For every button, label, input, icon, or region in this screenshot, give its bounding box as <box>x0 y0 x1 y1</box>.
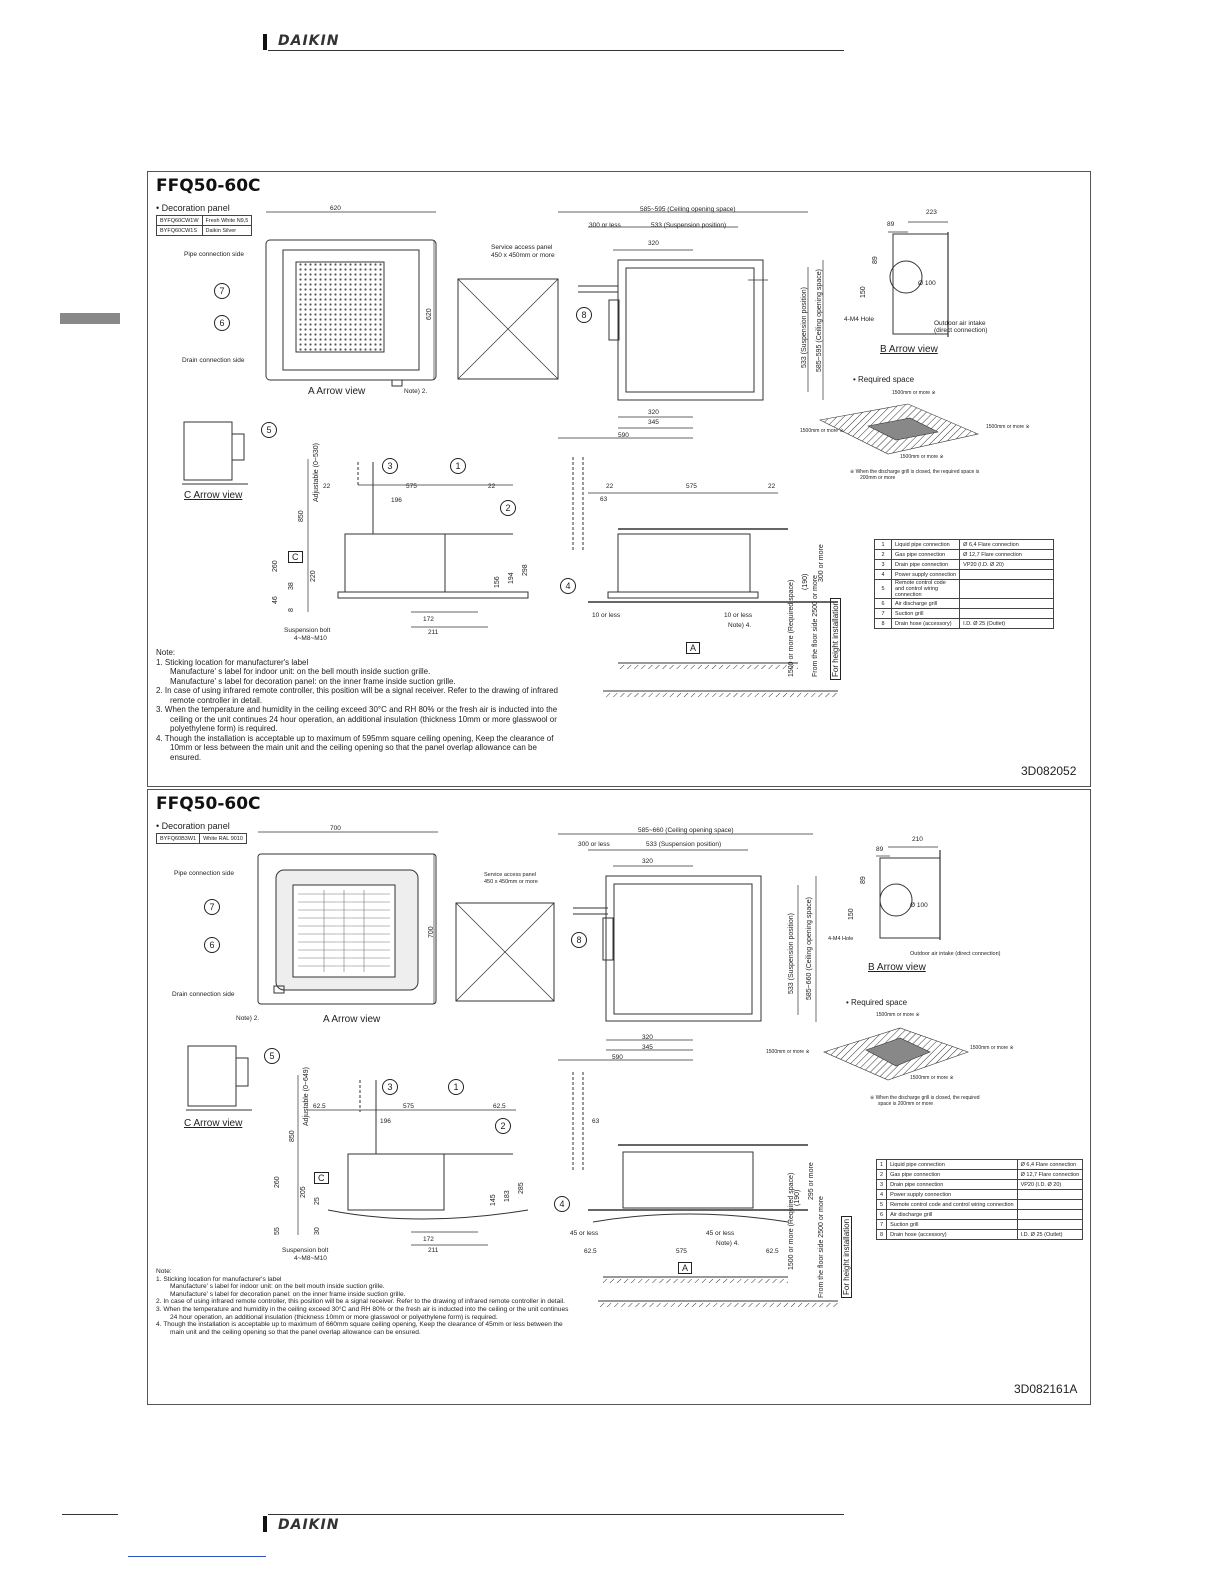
plan-drawing <box>558 834 816 1060</box>
dim-196: 196 <box>380 1118 391 1125</box>
table-row: 4 Power supply connection <box>877 1190 1083 1200</box>
dim-b-150: 150 <box>860 286 867 298</box>
dim-b-89-vertical: 89 <box>872 256 879 264</box>
dim-320-top: 320 <box>642 858 653 865</box>
required-space-note-2: 200mm or more <box>860 475 896 481</box>
parts-table <box>874 539 1054 629</box>
outdoor-air-label: Outdoor air intake <box>934 320 986 327</box>
side-dim-190: (190) <box>794 1189 801 1206</box>
dim-front-right: 22 <box>488 483 496 490</box>
side-dim-2500: From the floor side 2500 or more <box>818 1196 825 1298</box>
model-color: Fresh White N9,5 <box>202 216 252 226</box>
table-row: 1 Liquid pipe connection Ø 6,4 Flare connection <box>877 1160 1083 1170</box>
model-color: White RAL 9010 <box>200 834 247 844</box>
outdoor-air-label: Outdoor air intake (direct connection) <box>910 951 1001 957</box>
front-view-drawing <box>298 1075 528 1245</box>
dim-suspension: 533 (Suspension position) <box>651 222 727 229</box>
c-arrow-view-label: C Arrow view <box>184 490 243 501</box>
callout-1: 1 <box>450 458 466 474</box>
drawing-panel-2 <box>147 789 1091 1405</box>
side-dim-10-left: 10 or less <box>592 612 621 619</box>
suspension-bolt-size: 4~M8~M10 <box>294 635 327 642</box>
dim-front-width: 575 <box>406 483 417 490</box>
a-arrow-marker: A <box>686 642 700 654</box>
side-dim-300: 300 or more <box>818 544 825 582</box>
dim-850: 850 <box>298 510 305 522</box>
callout-5: 5 <box>261 422 277 438</box>
dim-38: 38 <box>288 582 295 590</box>
required-space-left: 1500mm or more ※ <box>766 1049 810 1055</box>
dim-345: 345 <box>642 1044 653 1051</box>
dim-opening-space: 585~595 (Ceiling opening space) <box>640 206 736 213</box>
required-space-drawing <box>820 404 978 454</box>
callout-4: 4 <box>560 578 576 594</box>
drawing-code: 3D082052 <box>1021 764 1077 778</box>
dim-300-or-less: 300 or less <box>578 841 610 848</box>
side-dim-width: 575 <box>686 483 697 490</box>
callout-7: 7 <box>214 283 230 299</box>
drawing-code: 3D082161A <box>1014 1382 1078 1396</box>
side-dim-left: 62.5 <box>584 1248 597 1255</box>
service-panel-drawing <box>458 279 558 379</box>
model-code: BYFQ60B3W1 <box>157 834 200 844</box>
c-arrow-view-drawing <box>182 422 248 484</box>
table-row: 8 Drain hose (accessory) I.D. Ø 25 (Outlet) <box>877 1230 1083 1240</box>
model-color: Daikin Silver <box>202 226 252 236</box>
service-panel-drawing <box>456 903 554 1001</box>
dim-front-width: 575 <box>403 1103 414 1110</box>
side-dim-190: (190) <box>802 573 809 590</box>
dim-b-223: 223 <box>926 209 937 216</box>
dim-46: 55 <box>274 1227 281 1235</box>
required-space-top: 1500mm or more ※ <box>892 390 936 396</box>
service-access-label: Service access panel <box>484 872 536 878</box>
table-row: 2 Gas pipe connection Ø 12,7 Flare connection <box>875 550 1054 560</box>
callout-8: 8 <box>571 932 587 948</box>
dim-38: 25 <box>314 1197 321 1205</box>
side-dim-width: 575 <box>676 1248 687 1255</box>
dim-b-89-vertical: 89 <box>860 876 867 884</box>
pipe-side-label: Pipe connection side <box>184 251 244 258</box>
notes-block: Note: 1. Sticking location for manufacturer's label Manufacture' s label for indoor unit: on the bell mouth inside suction grille. Manufacture' s label for decoration panel: on the inner frame inside suction grille. 2. In case of using infrared remote controller, this position will be a signal receiver. Refer to the drawing of infrared remote controller in detail. 3. When the temperature and humidity in the ceiling exceed 30°C and RH 80% or the fresh air is inducted into the ceiling or the unit continues 24 hour operation, an additional insulation (thickness 10mm or more glasswool or polyethylene form) is required. 4. Though the installation is acceptable up to maximum of 660mm square ceiling opening, Keep the clearance of 45mm or less between the main unit and the ceiling opening so that the panel overlap allowance can be ensured. <box>156 1268 569 1336</box>
drawing-panel-1 <box>147 171 1091 787</box>
dim-220: 220 <box>310 570 317 582</box>
dim-156: 156 <box>494 576 501 588</box>
required-space-top: 1500mm or more ※ <box>876 1012 920 1018</box>
dim-46: 46 <box>272 596 279 604</box>
required-space-left: 1500mm or more ※ <box>800 428 844 434</box>
dim-front-right: 62.5 <box>493 1103 506 1110</box>
callout-3: 3 <box>382 1079 398 1095</box>
dim-top-width: 700 <box>330 825 341 832</box>
dim-345: 345 <box>648 419 659 426</box>
required-space-bottom: 1500mm or more ※ <box>900 454 944 460</box>
required-space-note: ※ When the discharge grill is closed, the required space is <box>850 469 980 475</box>
dim-260: 260 <box>272 560 279 572</box>
panel-title: FFQ50-60C <box>156 176 261 196</box>
side-dim-1500: 1500 or more (Required space) <box>788 1172 795 1270</box>
a-arrow-view-label: A Arrow view <box>308 386 366 397</box>
footer-left-rule <box>62 1514 118 1515</box>
side-dim-63: 63 <box>592 1118 600 1125</box>
table-row: 3 Drain pipe connection VP20 (I.D. Ø 20) <box>875 560 1054 570</box>
table-row: 7 Suction grill <box>877 1220 1083 1230</box>
header-brand-logo: DAIKIN <box>278 33 340 49</box>
dim-320-top: 320 <box>648 240 659 247</box>
height-installation-label: For height installation <box>830 598 841 680</box>
holes-label: 4-M4 Hole <box>844 316 874 323</box>
callout-2: 2 <box>500 500 516 516</box>
c-arrow-marker: C <box>288 551 303 563</box>
parts-table <box>876 1159 1083 1240</box>
note4-label: Note) 4. <box>716 1240 740 1247</box>
callout-7: 7 <box>204 899 220 915</box>
side-dim-63: 63 <box>600 496 608 503</box>
callout-2: 2 <box>495 1118 511 1134</box>
side-dim-left: 22 <box>606 483 614 490</box>
decoration-panel-label: • Decoration panel <box>156 203 230 213</box>
drain-side-label: Drain connection side <box>182 357 245 364</box>
required-space-bottom: 1500mm or more ※ <box>910 1075 954 1081</box>
dim-320-bottom: 320 <box>642 1034 653 1041</box>
dim-front-left: 22 <box>323 483 331 490</box>
note4-label: Note) 4. <box>728 622 752 629</box>
c-arrow-view-drawing <box>186 1046 252 1110</box>
side-dim-2500: From the floor side 2500 or more <box>812 575 819 677</box>
callout-5: 5 <box>264 1048 280 1064</box>
required-space-label: • Required space <box>846 998 908 1007</box>
dim-8: 30 <box>314 1227 321 1235</box>
footer-brand-logo: DAIKIN <box>278 1517 340 1533</box>
header-bar-mark <box>263 34 267 50</box>
service-access-size: 450 x 450mm or more <box>491 252 555 259</box>
required-space-right: 1500mm or more ※ <box>986 424 1030 430</box>
side-dim-300: 295 or more <box>808 1162 815 1200</box>
dim-8: 8 <box>288 608 295 612</box>
dim-298: 285 <box>518 1182 525 1194</box>
dim-front-left: 62.5 <box>313 1103 326 1110</box>
dim-top-width: 620 <box>330 205 341 212</box>
table-row: 5 Remote control code and control wiring connection <box>875 580 1054 599</box>
drain-side-label: Drain connection side <box>172 991 235 998</box>
footer-link-underline[interactable] <box>128 1556 266 1557</box>
suspension-bolt-size: 4~M8~M10 <box>294 1255 327 1262</box>
callout-3: 3 <box>382 458 398 474</box>
dim-585-vertical: 585~595 (Ceiling opening space) <box>816 269 823 372</box>
side-dim-10-left: 45 or less <box>570 1230 599 1237</box>
service-access-size: 450 x 450mm or more <box>484 879 538 885</box>
dim-172: 172 <box>423 616 434 623</box>
model-code: BYFQ60CW1S <box>157 226 203 236</box>
pipe-side-label: Pipe connection side <box>174 870 234 877</box>
dim-side-height: 620 <box>426 308 433 320</box>
dim-b-223: 210 <box>912 836 923 843</box>
top-view-drawing <box>266 212 436 386</box>
footer-bar-mark <box>263 1516 267 1532</box>
decoration-panel-label: • Decoration panel <box>156 821 230 831</box>
dim-side-height: 700 <box>428 926 435 938</box>
dim-b-89: 89 <box>887 221 895 228</box>
dim-260: 260 <box>274 1176 281 1188</box>
dim-156: 145 <box>490 1194 497 1206</box>
table-row: 1 Liquid pipe connection Ø 6,4 Flare connection <box>875 540 1054 550</box>
table-row: 7 Suction grill <box>875 609 1054 619</box>
dim-b-150: 150 <box>848 908 855 920</box>
model-code: BYFQ60CW1W <box>157 216 203 226</box>
callout-4: 4 <box>554 1196 570 1212</box>
side-dim-right: 22 <box>768 483 776 490</box>
dim-533-vertical: 533 (Suspension position) <box>801 287 808 368</box>
panel-title: FFQ50-60C <box>156 794 261 814</box>
height-installation-label: For height installation <box>841 1216 852 1298</box>
dim-opening-space: 585~660 (Ceiling opening space) <box>638 827 734 834</box>
side-dim-1500: 1500 or more (Required space) <box>788 579 795 677</box>
side-view-drawing <box>573 457 838 697</box>
side-tab-marker <box>60 313 120 324</box>
header-rule <box>268 50 844 51</box>
a-arrow-view-label: A Arrow view <box>323 1014 381 1025</box>
a-arrow-marker: A <box>678 1262 692 1274</box>
suspension-bolt-label: Suspension bolt <box>282 1247 329 1254</box>
table-row: 5 Remote control code and control wiring connection <box>877 1200 1083 1210</box>
b-arrow-view-drawing <box>876 847 940 940</box>
c-arrow-view-label: C Arrow view <box>184 1118 243 1129</box>
dim-300-or-less: 300 or less <box>589 222 621 229</box>
table-row: 2 Gas pipe connection Ø 12,7 Flare connection <box>877 1170 1083 1180</box>
dim-adjustable: Adjustable (0~649) <box>303 1067 310 1126</box>
dim-220: 205 <box>300 1186 307 1198</box>
table-row: 3 Drain pipe connection VP20 (I.D. Ø 20) <box>877 1180 1083 1190</box>
callout-6: 6 <box>204 937 220 953</box>
dim-211: 211 <box>428 1247 439 1254</box>
dim-suspension: 533 (Suspension position) <box>646 841 722 848</box>
dim-194: 194 <box>508 572 515 584</box>
callout-6: 6 <box>214 315 230 331</box>
side-dim-right: 62.5 <box>766 1248 779 1255</box>
dim-585-vertical: 585~660 (Ceiling opening space) <box>806 897 813 1000</box>
required-space-drawing <box>824 1028 968 1080</box>
dim-850: 850 <box>289 1130 296 1142</box>
required-space-note-2: space is 200mm or more <box>878 1101 934 1107</box>
suspension-bolt-label: Suspension bolt <box>284 627 331 634</box>
dim-211: 211 <box>428 629 439 636</box>
dim-194: 183 <box>504 1190 511 1202</box>
footer-rule <box>268 1514 844 1515</box>
dim-b-89: 89 <box>876 846 884 853</box>
b-arrow-view-label: B Arrow view <box>880 344 938 355</box>
dim-adjustable: Adjustable (0~530) <box>313 443 320 502</box>
notes-block: Note: 1. Sticking location for manufacturer's label Manufacture' s label for indoor unit: on the bell mouth inside suction grille. Manufacture' s label for decoration panel: on the inner frame inside suction grille. 2. In case of using infrared remote controller, this position will be a signal receiver. Refer to the drawing of infrared remote controller in detail. 3. When the temperature and humidity in the ceiling exceed 30°C and RH 80% or the fresh air is inducted into the ceiling or the unit continues 24 hour operation, an additional insulation (thickness 10mm or more glasswool or polyethylene form) is required. 4. Though the installation is acceptable up to maximum of 595mm square ceiling opening, Keep the clearance of 10mm or less between the main unit and the ceiling opening so that the panel overlap allowance can be ensured. <box>156 648 558 762</box>
note2-label: Note) 2. <box>404 388 428 395</box>
side-dim-10-right: 45 or less <box>706 1230 735 1237</box>
required-space-label: • Required space <box>853 375 915 384</box>
dim-320-bottom: 320 <box>648 409 659 416</box>
table-row: 6 Air discharge grill <box>875 599 1054 609</box>
table-row: 6 Air discharge grill <box>877 1210 1083 1220</box>
dim-196: 196 <box>391 497 402 504</box>
b-arrow-view-label: B Arrow view <box>868 962 926 973</box>
required-space-note: ※ When the discharge grill is closed, the required <box>870 1095 980 1101</box>
outdoor-air-label-2: (direct connection) <box>934 327 988 334</box>
callout-8: 8 <box>576 307 592 323</box>
top-view-drawing <box>258 832 438 1004</box>
callout-1: 1 <box>448 1079 464 1095</box>
required-space-right: 1500mm or more ※ <box>970 1045 1014 1051</box>
dim-b-diameter: Ø 100 <box>918 280 936 287</box>
dim-590: 590 <box>612 1054 623 1061</box>
table-row: 8 Drain hose (accessory) I.D. Ø 25 (Outlet) <box>875 619 1054 629</box>
dim-b-diameter: Ø 100 <box>910 902 928 909</box>
dim-590: 590 <box>618 432 629 439</box>
side-dim-10-right: 10 or less <box>724 612 753 619</box>
service-access-label: Service access panel <box>491 244 553 251</box>
c-arrow-marker: C <box>314 1172 329 1184</box>
plan-drawing <box>558 212 823 438</box>
dim-172: 172 <box>423 1236 434 1243</box>
table-row: 4 Power supply connection <box>875 570 1054 580</box>
note2-label: Note) 2. <box>236 1015 260 1022</box>
dim-298: 298 <box>522 564 529 576</box>
holes-label: 4-M4 Hole <box>828 936 854 942</box>
dim-533-vertical: 533 (Suspension position) <box>788 913 795 994</box>
